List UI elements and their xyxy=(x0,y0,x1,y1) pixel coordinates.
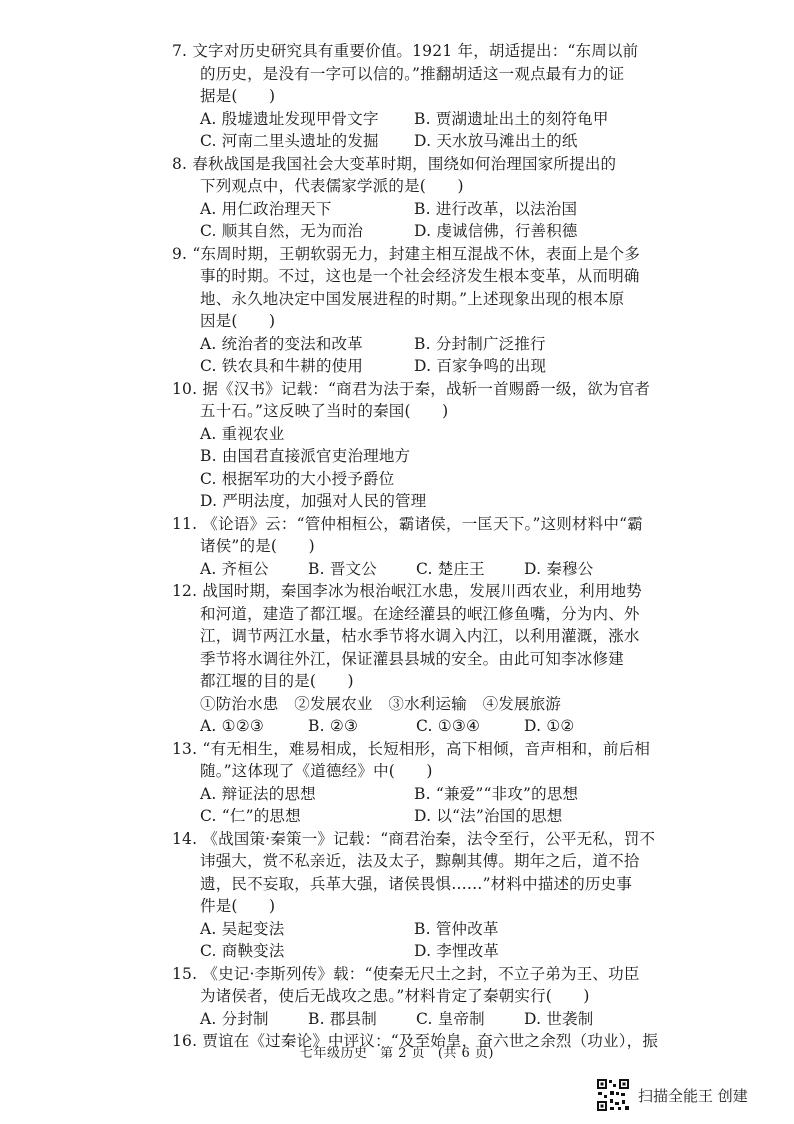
question-stem-continued: 季节将水调往外江，保证灌县县城的安全。由此可知李冰修建 xyxy=(200,649,624,668)
option-row xyxy=(172,333,632,356)
answer-option: C. 商鞅变法 xyxy=(200,942,285,960)
option-row xyxy=(172,1008,632,1031)
answer-option: D. 天水放马滩出土的纸 xyxy=(414,132,578,150)
question-stem-continued: 随。”这体现了《道德经》中( ) xyxy=(200,762,433,780)
answer-option: C. 楚庄王 xyxy=(416,559,485,578)
question-stem-continued: 的历史，是没有一字可以信的。”推翻胡适这一观点最有力的证 xyxy=(200,64,625,83)
question-stem: 10. 据《汉书》记载：“商君为法于秦，战斩一首赐爵一级，欲为官者 xyxy=(172,379,651,398)
answer-option: D. ①② xyxy=(524,717,575,735)
question-stem: 13. “有无相生，难易相成，长短相形，高下相倾，音声相和，前后相 xyxy=(172,739,651,758)
question-stem: 16. 贾谊在《过秦论》中评议：“及至始皇，奋六世之余烈（功业），振 xyxy=(172,1032,659,1050)
answer-option: D. 百家争鸣的出现 xyxy=(414,357,547,375)
question-stem: 15. 《史记·李斯列传》载：“使秦无尺土之封，不立子弟为王、功臣 xyxy=(172,964,640,983)
answer-option: A. 用仁政治理天下 xyxy=(200,199,332,218)
answer-option: C. “仁”的思想 xyxy=(200,807,301,825)
question-stem-continued: 因是( ) xyxy=(200,312,276,330)
answer-option: C. 皇帝制 xyxy=(416,1009,485,1028)
option-row xyxy=(172,108,632,131)
answer-option: C. ①③④ xyxy=(416,717,481,735)
option-row xyxy=(172,558,632,581)
footer-page: 第 2 页 xyxy=(380,1046,426,1061)
question-block xyxy=(172,153,632,243)
question-stem-continued: 地、永久地决定中国发展进程的时期。”上述现象出现的根本原 xyxy=(200,289,625,308)
question-stem: 9. “东周时期，王朝软弱无力，封建主相互混战不休，表面上是个多 xyxy=(172,244,641,263)
answer-option: B. 管仲改革 xyxy=(414,919,499,938)
answer-option: A. 辩证法的思想 xyxy=(200,784,316,803)
question-stem-continued: ①防治水患 ②发展农业 ③水利运输 ④发展旅游 xyxy=(200,694,562,713)
question-stem: 7. 文字对历史研究具有重要价值。1921 年，胡适提出：“东周以前 xyxy=(172,42,639,60)
page-footer xyxy=(0,1042,794,1061)
question-list xyxy=(172,40,659,1053)
answer-option: B. ②③ xyxy=(308,717,359,735)
question-stem-continued: 讳强大，赏不私亲近，法及太子，黥劓其傅。期年之后，道不拾 xyxy=(200,852,640,870)
question-stem: 11. 《论语》云：“管仲相桓公，霸诸侯，一匡天下。”这则材料中“霸 xyxy=(172,514,643,533)
answer-option: A. 吴起变法 xyxy=(200,919,285,938)
scanner-watermark xyxy=(596,1078,748,1112)
question-block xyxy=(172,738,651,828)
answer-option: C. 顺其自然，无为而治 xyxy=(200,222,364,240)
question-block xyxy=(172,378,651,513)
answer-option: B. 分封制广泛推行 xyxy=(414,334,546,353)
qr-code-icon xyxy=(596,1078,630,1112)
answer-option: B. 郡县制 xyxy=(308,1009,377,1028)
question-block xyxy=(172,963,640,1031)
answer-option: B. “兼爱”“非攻”的思想 xyxy=(414,784,579,803)
answer-option: A. 统治者的变法和改革 xyxy=(200,334,363,353)
question-stem: 14. 《战国策·秦策一》记载：“商君治秦，法令至行，公平无私，罚不 xyxy=(172,829,656,848)
question-stem-continued: 件是( ) xyxy=(200,897,276,915)
answer-option: D. 以“法”治国的思想 xyxy=(414,807,563,825)
answer-option: A. 分封制 xyxy=(200,1009,269,1028)
answer-option: B. 晋文公 xyxy=(308,559,377,578)
question-stem-continued: 下列观点中，代表儒家学派的是( ) xyxy=(200,177,464,195)
question-stem-continued: 和河道，建造了都江堰。在途经灌县的岷江修鱼嘴，分为内、外 xyxy=(200,604,640,623)
answer-option: A. 殷墟遗址发现甲骨文字 xyxy=(200,109,379,128)
question-stem-continued: 为诸侯者，使后无战攻之患。”材料肯定了秦朝实行( ) xyxy=(200,987,590,1005)
question-stem-continued: 诸侯”的是( ) xyxy=(200,537,315,555)
question-stem-continued: 据是( ) xyxy=(200,87,276,105)
option-row xyxy=(172,198,632,221)
answer-option: A. 齐桓公 xyxy=(200,559,269,578)
option-row xyxy=(172,783,632,806)
option-row xyxy=(172,355,632,378)
option-row xyxy=(172,940,632,963)
question-block xyxy=(172,243,641,378)
answer-option: C. 河南二里头遗址的发掘 xyxy=(200,132,379,150)
answer-option: B. 由国君直接派官吏治理地方 xyxy=(200,447,411,465)
footer-total: (共 6 页) xyxy=(437,1046,495,1061)
answer-option: D. 世袭制 xyxy=(524,1009,594,1028)
option-row xyxy=(172,130,632,153)
option-row xyxy=(172,715,632,738)
answer-option: D. 李悝改革 xyxy=(414,942,500,960)
answer-option: D. 秦穆公 xyxy=(524,559,594,578)
question-stem-continued: 事的时期。不过，这也是一个社会经济发生根本变革，从而明确 xyxy=(200,267,640,285)
footer-subject: 七年级历史 xyxy=(299,1046,368,1061)
question-stem: 8. 春秋战国是我国社会大变革时期，围绕如何治理国家所提出的 xyxy=(172,154,617,173)
question-block xyxy=(172,40,639,153)
question-stem: 12. 战国时期，秦国李冰为根治岷江水患，发展川西农业，利用地势 xyxy=(172,582,642,600)
question-stem-continued: 遗，民不妄取，兵革大强，诸侯畏惧……”材料中描述的历史事 xyxy=(200,874,633,893)
answer-option: A. 重视农业 xyxy=(200,424,285,443)
answer-option: B. 贾湖遗址出土的刻符龟甲 xyxy=(414,109,609,128)
scanner-watermark-text: 扫描全能王 创建 xyxy=(638,1086,748,1105)
option-row xyxy=(172,918,632,941)
answer-option: D. 虔诚信佛，行善积德 xyxy=(414,222,578,240)
answer-option: B. 进行改革，以法治国 xyxy=(414,199,578,218)
question-block xyxy=(172,828,656,963)
answer-option: C. 根据军功的大小授予爵位 xyxy=(200,469,395,488)
answer-option: D. 严明法度，加强对人民的管理 xyxy=(200,492,427,510)
option-row xyxy=(172,805,632,828)
question-stem-continued: 五十石。”这反映了当时的秦国( ) xyxy=(200,402,449,420)
answer-option: A. ①②③ xyxy=(200,717,264,735)
question-stem-continued: 江，调节两江水量，枯水季节将水调入内江，以利用灌溉，涨水 xyxy=(200,627,640,645)
question-block xyxy=(172,580,642,738)
answer-option: C. 铁农具和牛耕的使用 xyxy=(200,357,364,375)
question-block xyxy=(172,513,643,581)
question-stem-continued: 都江堰的目的是( ) xyxy=(200,672,354,690)
option-row xyxy=(172,220,632,243)
